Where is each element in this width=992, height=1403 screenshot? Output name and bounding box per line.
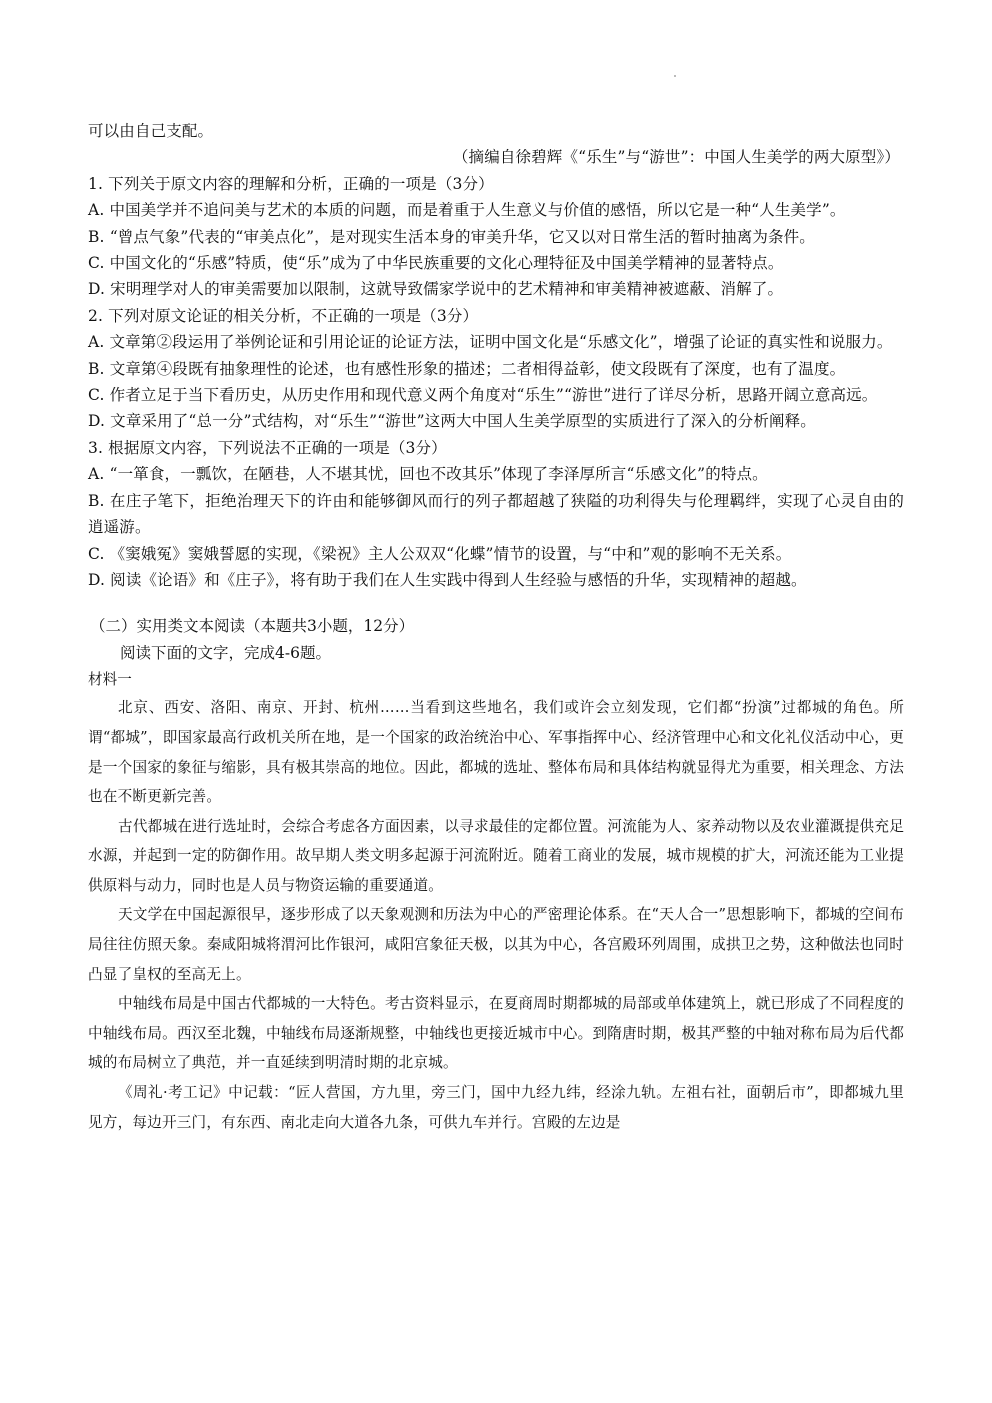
source-citation: （摘编自徐碧辉《“乐生”与“游世”：中国人生美学的两大原型》） xyxy=(452,148,900,167)
material-paragraph: 古代都城在进行选址时，会综合考虑各方面因素，以寻求最佳的定都位置。河流能为人、家养动物以及农业灌溉提供充足水源，并起到一定的防御作用。故早期人类文明多起源于河流附近。随着工商业的发展，城市规模的扩大，河流还能为工业提供原料与动力，同时也是人员与物资运输的重要通道。 xyxy=(88,817,904,894)
material-label: 材料一 xyxy=(88,671,132,689)
option-c: C. 作者立足于当下看历史，从历史作用和现代意义两个角度对“乐生”“游世”进行了详尽分析，思路开阔立意高远。 xyxy=(88,386,878,405)
option-c: C. 中国文化的“乐感”特质，使“乐”成为了中华民族重要的文化心理特征及中国美学精神的显著特点。 xyxy=(88,254,784,273)
option-a: A. 中国美学并不追问美与艺术的本质的问题，而是着重于人生意义与价值的感悟，所以它是一种“人生美学”。 xyxy=(88,201,846,220)
section-gap xyxy=(88,593,904,613)
question-3 xyxy=(88,435,904,593)
practical-reading-section xyxy=(88,613,904,1137)
exam-page xyxy=(88,118,904,1137)
option-d: D. 文章采用了“总一分”式结构，对“乐生”“游世”这两大中国人生美学原型的实质进行了深入的分析阐释。 xyxy=(88,412,816,431)
question-2 xyxy=(88,303,904,435)
material-paragraph: 天文学在中国起源很早，逐步形成了以天象观测和历法为中心的严密理论体系。在“天人合一”思想影响下，都城的空间布局往往仿照天象。秦咸阳城将渭河比作银河，咸阳宫象征天极，以其为中心，各宫殿环列周围，成拱卫之势，这种做法也同时凸显了皇权的至高无上。 xyxy=(88,906,904,983)
question-stem: 3. 根据原文内容，下列说法不正确的一项是（3分） xyxy=(88,438,447,457)
continued-text: 可以由自己支配。 xyxy=(88,122,214,140)
option-b: B. 在庄子笔下，拒绝治理天下的许由和能够御风而行的列子都超越了狭隘的功利得失与伦理羁绊，实现了心灵自由的逍遥游。 xyxy=(88,491,904,537)
question-stem: 2. 下列对原文论证的相关分析，不正确的一项是（3分） xyxy=(88,306,479,325)
section-title: （二）实用类文本阅读（本题共3小题，12分） xyxy=(90,617,415,636)
question-stem: 1. 下列关于原文内容的理解和分析，正确的一项是（3分） xyxy=(88,174,494,193)
section-instruction: 阅读下面的文字，完成4-6题。 xyxy=(120,644,331,663)
question-1 xyxy=(88,171,904,303)
option-b: B. 文章第④段既有抽象理性的论述，也有感性形象的描述；二者相得益彰，使文段既有了深度，也有了温度。 xyxy=(88,359,846,378)
option-c: C. 《窦娥冤》窦娥誓愿的实现，《梁祝》主人公双双“化蝶”情节的设置，与“中和”观的影响不无关系。 xyxy=(88,544,792,563)
option-d: D. 阅读《论语》和《庄子》，将有助于我们在人生实践中得到人生经验与感悟的升华，实现精神的超越。 xyxy=(88,570,807,589)
material-paragraph: 北京、西安、洛阳、南京、开封、杭州……当看到这些地名，我们或许会立刻发现，它们都“扮演”过都城的角色。所谓“都城”，即国家最高行政机关所在地，是一个国家的政治统治中心、军事指挥中心、经济管理中心和文化礼仪活动中心，更是一个国家的象征与缩影，具有极其崇高的地位。因此，都城的选址、整体布局和具体结构就显得尤为重要，相关理念、方法也在不断更新完善。 xyxy=(88,699,904,806)
scan-dot xyxy=(674,75,676,77)
material-paragraph: 《周礼·考工记》中记载：“匠人营国，方九里，旁三门，国中九经九纬，经涂九轨。左祖右社，面朝后市”，即都城九里见方，每边开三门，有东西、南北走向大道各九条，可供九车并行。宫殿的左边是 xyxy=(88,1084,904,1131)
material-paragraph: 中轴线布局是中国古代都城的一大特色。考古资料显示，在夏商周时期都城的局部或单体建筑上，就已形成了不同程度的中轴线布局。西汉至北魏，中轴线布局逐渐规整，中轴线也更接近城市中心。到隋唐时期，极其严整的中轴对称布局为后代都城的布局树立了典范，并一直延续到明清时期的北京城。 xyxy=(88,995,904,1072)
option-a: A. 文章第②段运用了举例论证和引用论证的论证方法，证明中国文化是“乐感文化”，增强了论证的真实性和说服力。 xyxy=(88,333,893,352)
option-b: B. “曾点气象”代表的“审美点化”，是对现实生活本身的审美升华，它又以对日常生活的暂时抽离为条件。 xyxy=(88,227,815,246)
option-a: A. “一箪食，一瓢饮，在陋巷，人不堪其忧，回也不改其乐”体现了李泽厚所言“乐感文化”的特点。 xyxy=(88,465,768,484)
option-d: D. 宋明理学对人的审美需要加以限制，这就导致儒家学说中的艺术精神和审美精神被遮蔽、消解了。 xyxy=(88,280,784,299)
